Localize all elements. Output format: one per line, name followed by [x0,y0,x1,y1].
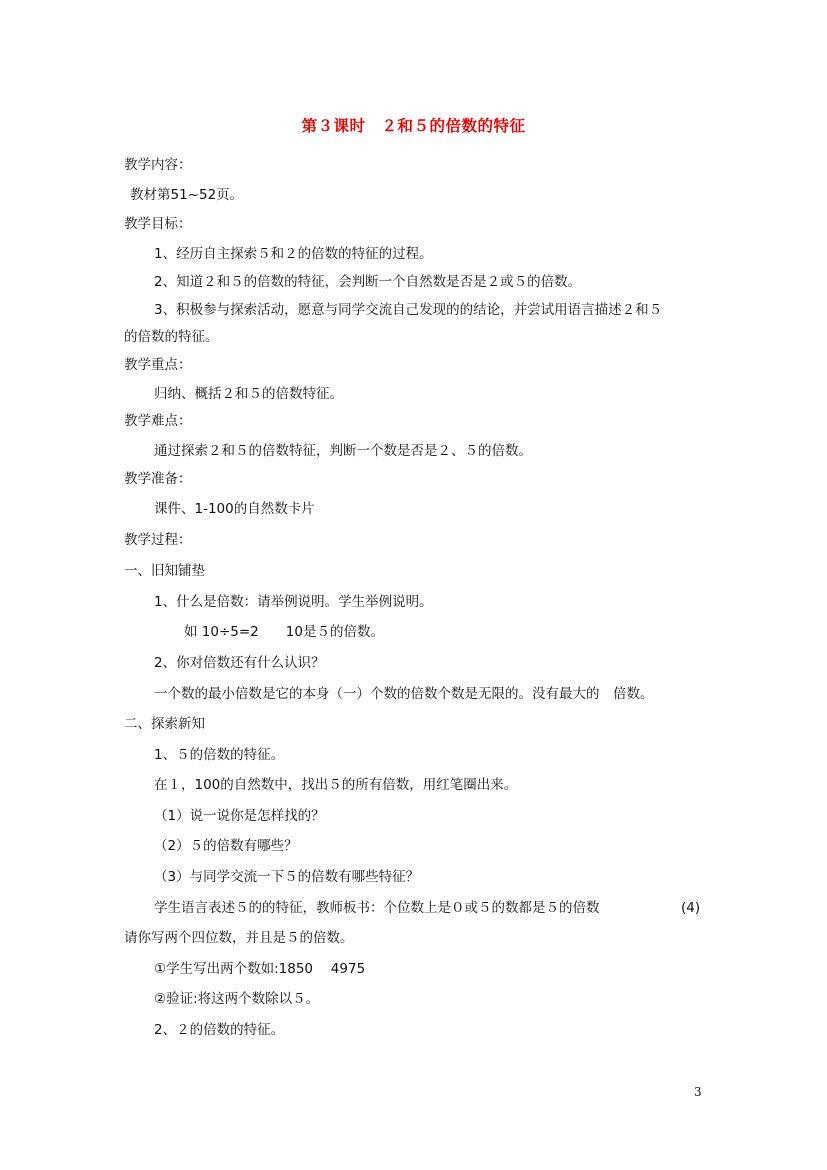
text-line: 2、知道２和５的倍数的特征，会判断一个自然数是否是２或５的倍数。 [154,274,582,290]
text-line: （1）说一说你是怎样找的？ [154,808,325,824]
text-line: 教材第51~52页。 [130,187,244,203]
text-line: 2、２的倍数的特征。 [154,1022,285,1038]
text-line: 1、什么是倍数：请举例说明。学生举例说明。 [154,594,433,610]
text-line: 教学准备： [124,471,192,487]
page-number: 3 [694,1085,702,1099]
text-line: 教学重点： [124,357,192,373]
text-line: 的倍数的特征。 [124,329,219,345]
text-line: （2）５的倍数有哪些？ [154,838,298,854]
text-line: 1、５的倍数的特征。 [154,747,285,763]
text-line: (4) [681,900,701,916]
text-line: 请你写两个四位数，并且是５的倍数。 [124,930,354,946]
text-line: 通过探索２和５的倍数特征，判断一个数是否是２、５的倍数。 [154,443,532,459]
text-line: ①学生写出两个数如:1850 4975 [154,961,366,977]
text-line: 如 10÷5=2 10是５的倍数。 [184,624,384,640]
text-line: （3）与同学交流一下５的倍数有哪些特征？ [154,869,420,885]
text-line: 2、你对倍数还有什么认识？ [154,655,325,671]
text-line: 二、探索新知 [124,716,205,732]
text-line: 1、经历自主探索５和２的倍数的特征的过程。 [154,246,433,262]
text-line: 教学内容： [124,157,192,173]
text-line: 一、旧知铺垫 [124,563,205,579]
text-line: 学生语言表述５的的特征，教师板书：个位数上是０或５的数都是５的倍数 [154,900,600,916]
text-line: 归纳、概括２和５的倍数特征。 [154,386,343,402]
text-line: ②验证:将这两个数除以５。 [154,991,320,1007]
text-line: 教学目标： [124,216,192,232]
text-line: 一个数的最小倍数是它的本身（一）个数的倍数个数是无限的。没有最大的 倍数。 [154,686,654,702]
text-line: 在１，100的自然数中，找出５的所有倍数，用红笔圈出来。 [154,777,518,793]
text-line: 教学过程： [124,532,192,548]
text-line: 课件、1-100的自然数卡片 [154,501,315,517]
text-line: 教学难点： [124,413,192,429]
text-line: 3、积极参与探索活动，愿意与同学交流自己发现的的结论，并尝试用语言描述２和５ [154,302,663,318]
lesson-title: 第３课时 ２和５的倍数的特征 [301,117,526,135]
